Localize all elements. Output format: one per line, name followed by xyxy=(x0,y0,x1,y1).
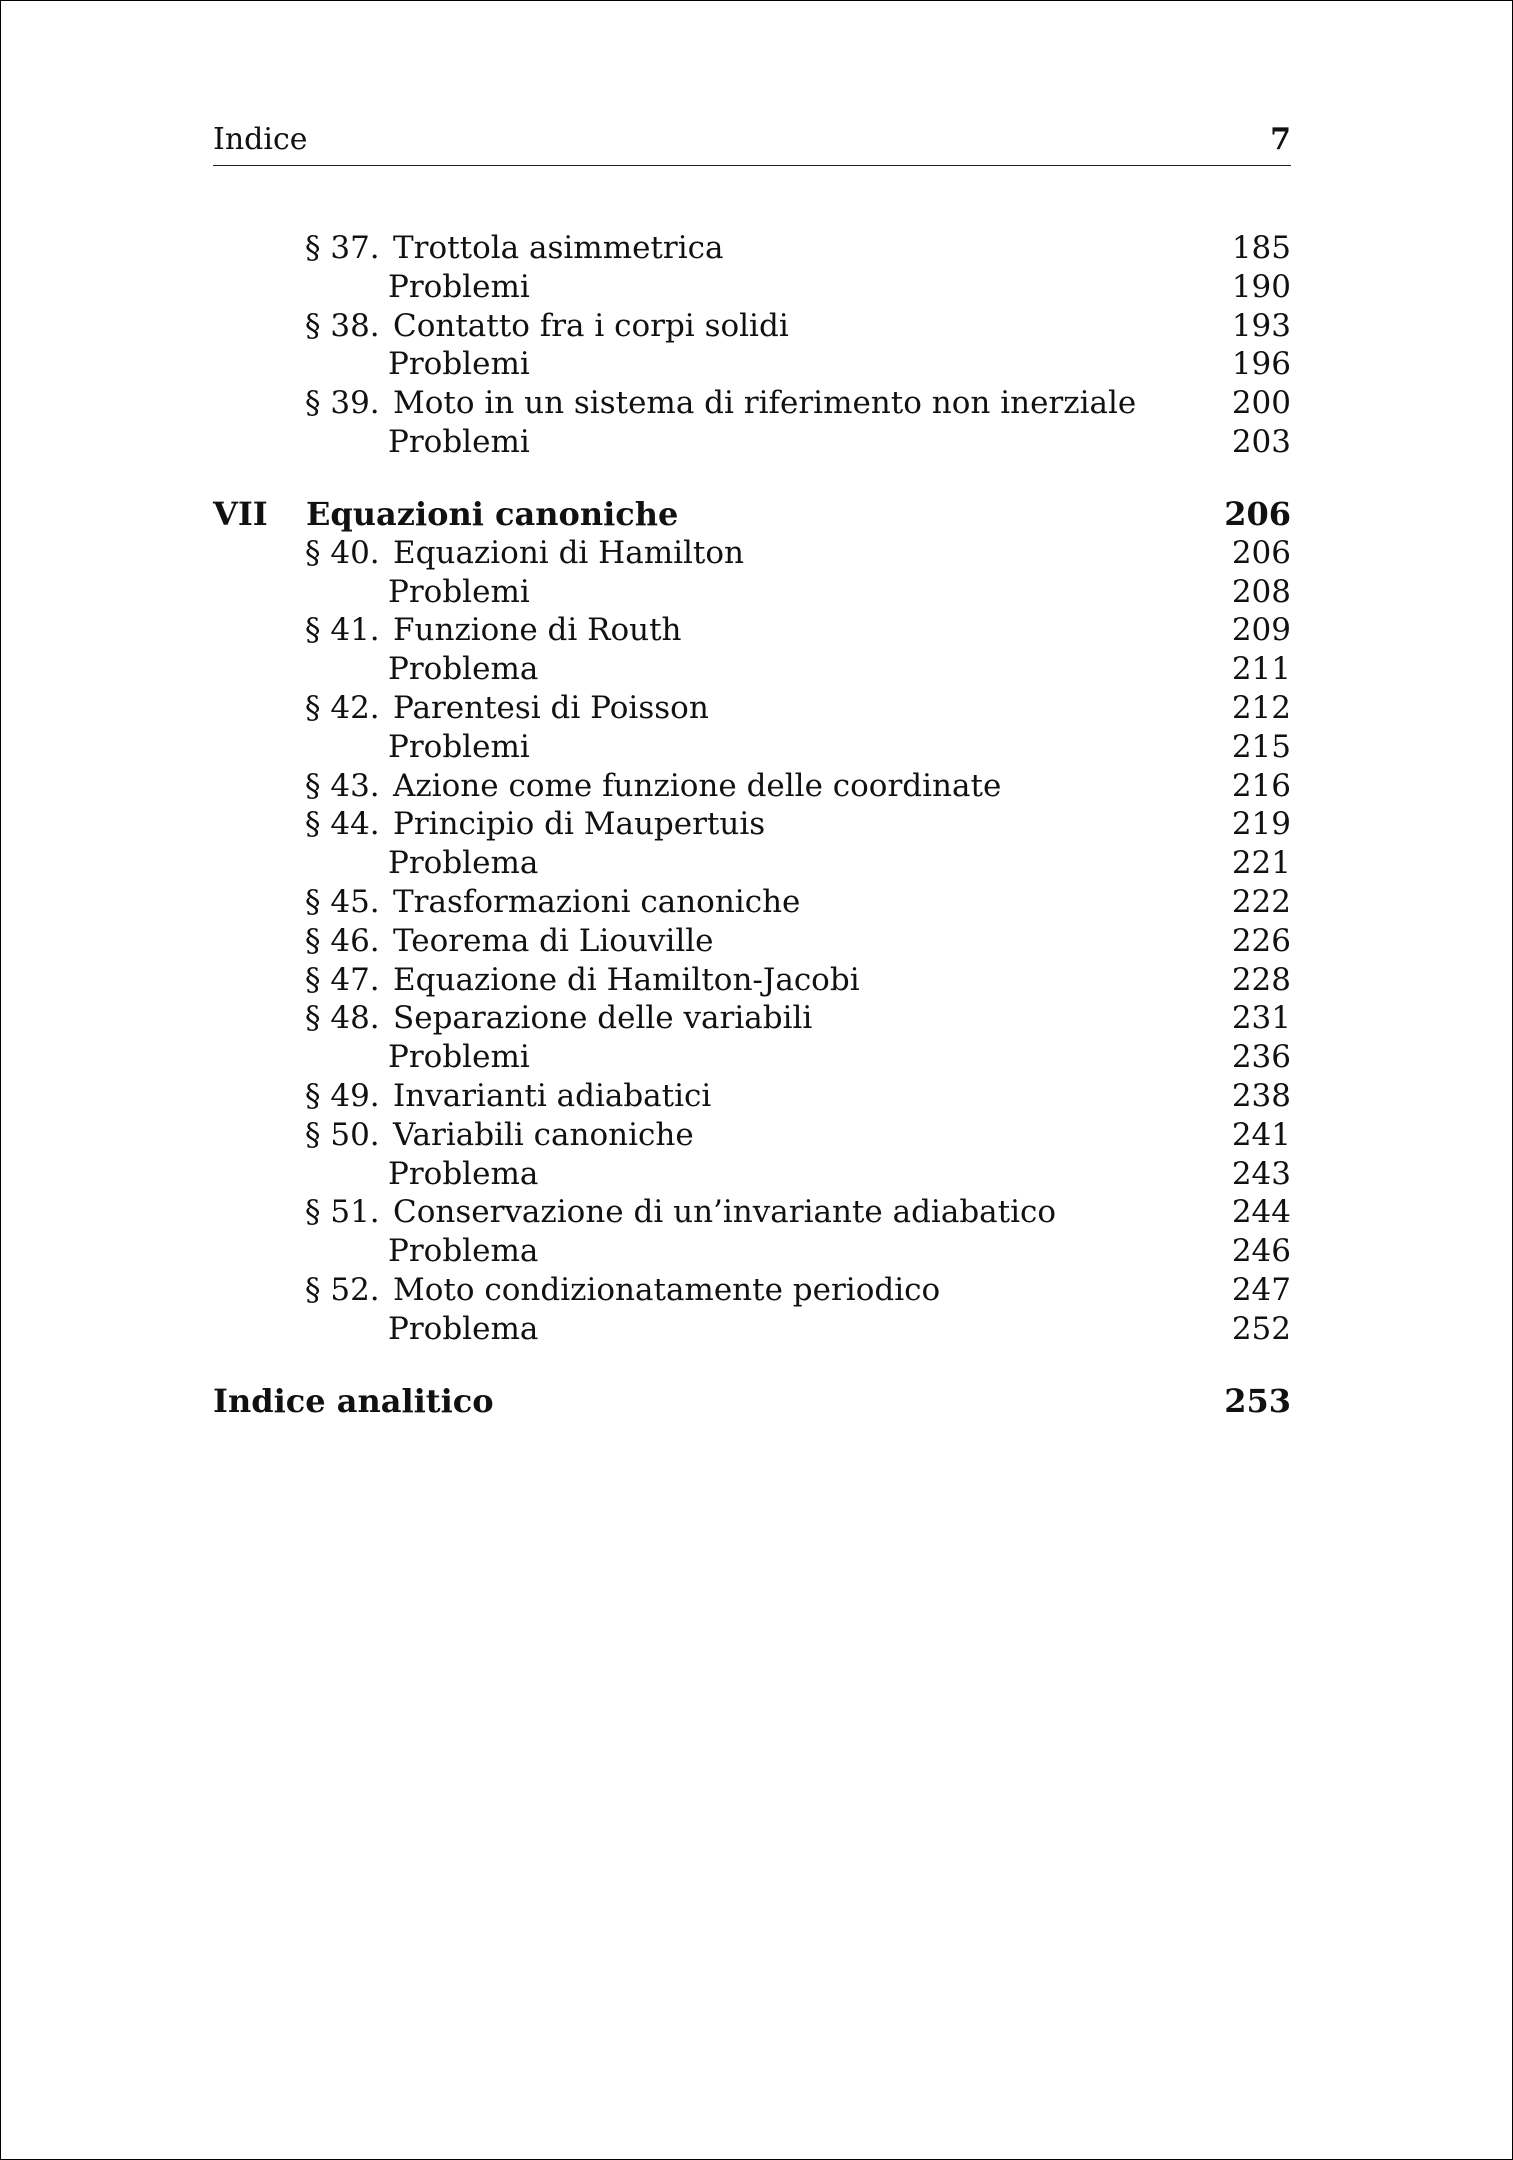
section-number: § 47. xyxy=(305,961,380,998)
toc-entry[interactable] xyxy=(213,384,1291,423)
toc-entry-page: 215 xyxy=(1224,728,1291,767)
toc-entry-label xyxy=(305,767,1011,806)
section-number: § 50. xyxy=(305,1116,380,1153)
toc-entry-label xyxy=(305,689,719,728)
toc-entry-title: Azione come funzione delle coordinate xyxy=(393,767,1002,804)
toc-entry-title: Problema xyxy=(388,1233,539,1270)
toc-entry[interactable] xyxy=(213,650,1291,689)
toc-entry-label xyxy=(388,423,540,462)
toc-entry[interactable] xyxy=(213,1310,1291,1349)
toc-entry-title: Funzione di Routh xyxy=(393,612,682,649)
toc-entry[interactable] xyxy=(213,423,1291,462)
toc-entry[interactable] xyxy=(213,1077,1291,1116)
toc-entry-label xyxy=(305,961,870,1000)
toc-entry-title: Equazioni di Hamilton xyxy=(393,534,745,571)
toc-entry-title: Teorema di Liouville xyxy=(393,922,714,959)
section-number: § 37. xyxy=(305,230,380,266)
toc-entry[interactable] xyxy=(213,1232,1291,1271)
toc-entry-title: Moto condizionatamente periodico xyxy=(393,1271,941,1308)
toc-entry-label xyxy=(388,345,540,384)
toc-entry[interactable] xyxy=(213,1155,1291,1194)
section-number: § 41. xyxy=(305,612,380,649)
toc-entry[interactable] xyxy=(213,229,1291,268)
toc-entry[interactable] xyxy=(213,1271,1291,1310)
section-number: § 49. xyxy=(305,1077,380,1114)
toc-entry[interactable] xyxy=(213,1116,1291,1155)
toc-entry-page: 244 xyxy=(1224,1193,1291,1232)
section-number: § 44. xyxy=(305,806,380,843)
toc-entry-title: Variabili canoniche xyxy=(393,1116,694,1153)
toc-entry-label xyxy=(305,1271,950,1310)
toc-entry-title: Invarianti adiabatici xyxy=(393,1077,712,1114)
toc-entry-label xyxy=(388,844,548,883)
toc-entry-title: Trasformazioni canoniche xyxy=(393,883,801,920)
toc-entry-title: Problema xyxy=(388,651,539,688)
toc-entry-label xyxy=(388,573,540,612)
table-of-contents xyxy=(213,229,1291,1421)
toc-entry-label xyxy=(305,229,733,268)
section-number: § 48. xyxy=(305,1000,380,1037)
toc-entry-page: 231 xyxy=(1224,999,1291,1038)
toc-entry-label xyxy=(305,883,810,922)
toc-entry-title: Problema xyxy=(388,1155,539,1192)
toc-entry-title: Conservazione di un’invariante adiabatico xyxy=(393,1194,1057,1231)
toc-entry-label xyxy=(388,1232,548,1271)
section-number: § 45. xyxy=(305,883,380,920)
toc-entry[interactable] xyxy=(213,961,1291,1000)
toc-entry-label xyxy=(305,805,775,844)
toc-entry-page: 247 xyxy=(1224,1271,1291,1310)
toc-entry-title: Problemi xyxy=(388,1039,530,1076)
toc-entry-title: Problemi xyxy=(388,573,530,610)
index-title: Indice analitico xyxy=(213,1381,494,1420)
toc-entry-title: Separazione delle variabili xyxy=(393,1000,813,1037)
chapter-title: Equazioni canoniche xyxy=(306,494,679,533)
toc-entry-page: 196 xyxy=(1224,345,1291,384)
toc-entry[interactable] xyxy=(213,573,1291,612)
toc-entry-title: Principio di Maupertuis xyxy=(393,806,766,843)
toc-entry-label xyxy=(305,1193,1066,1232)
toc-entry[interactable] xyxy=(213,844,1291,883)
section-number: § 40. xyxy=(305,534,380,571)
toc-entries-top xyxy=(213,229,1291,462)
section-number: § 38. xyxy=(305,307,380,344)
toc-entry-label xyxy=(305,384,1146,423)
toc-entry-page: 193 xyxy=(1224,307,1291,346)
toc-entry-page: 200 xyxy=(1224,384,1291,423)
toc-entry-title: Problemi xyxy=(388,346,530,383)
section-number: § 42. xyxy=(305,689,380,726)
toc-entry[interactable] xyxy=(213,1193,1291,1232)
toc-entry[interactable] xyxy=(213,767,1291,806)
toc-entry-page: 241 xyxy=(1224,1116,1291,1155)
toc-entry-title: Parentesi di Poisson xyxy=(393,689,709,726)
toc-entry-title: Moto in un sistema di riferimento non inerziale xyxy=(393,385,1137,422)
toc-entry-label xyxy=(388,1155,548,1194)
toc-entry-page: 221 xyxy=(1224,844,1291,883)
toc-entry-page: 243 xyxy=(1224,1155,1291,1194)
toc-entry-label xyxy=(305,999,822,1038)
toc-entry[interactable] xyxy=(213,728,1291,767)
toc-entry-page: 190 xyxy=(1224,268,1291,307)
toc-chapter[interactable] xyxy=(213,494,1291,534)
toc-entry[interactable] xyxy=(213,689,1291,728)
section-number: § 52. xyxy=(305,1271,380,1308)
header-page-number: 7 xyxy=(1270,122,1291,157)
toc-entry-page: 252 xyxy=(1224,1310,1291,1349)
toc-entry-page: 211 xyxy=(1224,650,1291,689)
toc-entry-label xyxy=(305,611,692,650)
toc-entry-label xyxy=(305,922,724,961)
index-page: 253 xyxy=(1224,1381,1291,1420)
toc-entry-page: 238 xyxy=(1224,1077,1291,1116)
section-number: § 51. xyxy=(305,1194,380,1231)
toc-entry[interactable] xyxy=(213,805,1291,844)
toc-entry-title: Problemi xyxy=(388,728,530,765)
toc-entry-label xyxy=(388,1310,548,1349)
toc-entry-page: 212 xyxy=(1224,689,1291,728)
toc-entry-label xyxy=(305,534,754,573)
toc-entry-title: Problema xyxy=(388,1310,539,1347)
toc-entry-label xyxy=(305,1116,704,1155)
toc-entry-page: 209 xyxy=(1224,611,1291,650)
toc-entry[interactable] xyxy=(213,883,1291,922)
section-number: § 39. xyxy=(305,385,380,422)
chapter-number: VII xyxy=(213,494,268,533)
toc-entry-page: 185 xyxy=(1224,229,1291,268)
toc-entry-page: 246 xyxy=(1224,1232,1291,1271)
toc-entry-page: 228 xyxy=(1224,961,1291,1000)
toc-entry[interactable] xyxy=(213,999,1291,1038)
toc-entry-page: 203 xyxy=(1224,423,1291,462)
toc-entry-page: 219 xyxy=(1224,805,1291,844)
toc-entry-page: 216 xyxy=(1224,767,1291,806)
toc-entry[interactable] xyxy=(213,534,1291,573)
toc-entry-title: Problemi xyxy=(388,423,530,460)
toc-entry-page: 236 xyxy=(1224,1038,1291,1077)
toc-entry-label xyxy=(388,650,548,689)
toc-entry-title: Contatto fra i corpi solidi xyxy=(393,307,789,344)
running-header xyxy=(213,119,1291,166)
toc-entry-label xyxy=(305,307,799,346)
toc-entry-page: 208 xyxy=(1224,573,1291,612)
toc-entry-label xyxy=(305,1077,721,1116)
toc-entries-chapter xyxy=(213,534,1291,1349)
section-number: § 46. xyxy=(305,922,380,959)
chapter-page: 206 xyxy=(1224,494,1291,533)
toc-entry-title: Trottola asimmetrica xyxy=(393,230,724,266)
toc-entry[interactable] xyxy=(213,611,1291,650)
header-title: Indice xyxy=(213,122,308,157)
toc-entry-title: Problemi xyxy=(388,268,530,305)
toc-entry-title: Problema xyxy=(388,845,539,882)
toc-entry[interactable] xyxy=(213,307,1291,346)
toc-entry[interactable] xyxy=(213,268,1291,307)
toc-entry[interactable] xyxy=(213,1038,1291,1077)
toc-index-entry[interactable] xyxy=(213,1381,1291,1421)
toc-entry-label xyxy=(388,268,540,307)
toc-entry-label xyxy=(388,1038,540,1077)
toc-entry-page: 222 xyxy=(1224,883,1291,922)
toc-entry-page: 206 xyxy=(1224,534,1291,573)
toc-entry[interactable] xyxy=(213,922,1291,961)
toc-entry[interactable] xyxy=(213,345,1291,384)
toc-entry-title: Equazione di Hamilton-Jacobi xyxy=(393,961,860,998)
toc-entry-label xyxy=(388,728,540,767)
toc-entry-page: 226 xyxy=(1224,922,1291,961)
section-number: § 43. xyxy=(305,767,380,804)
